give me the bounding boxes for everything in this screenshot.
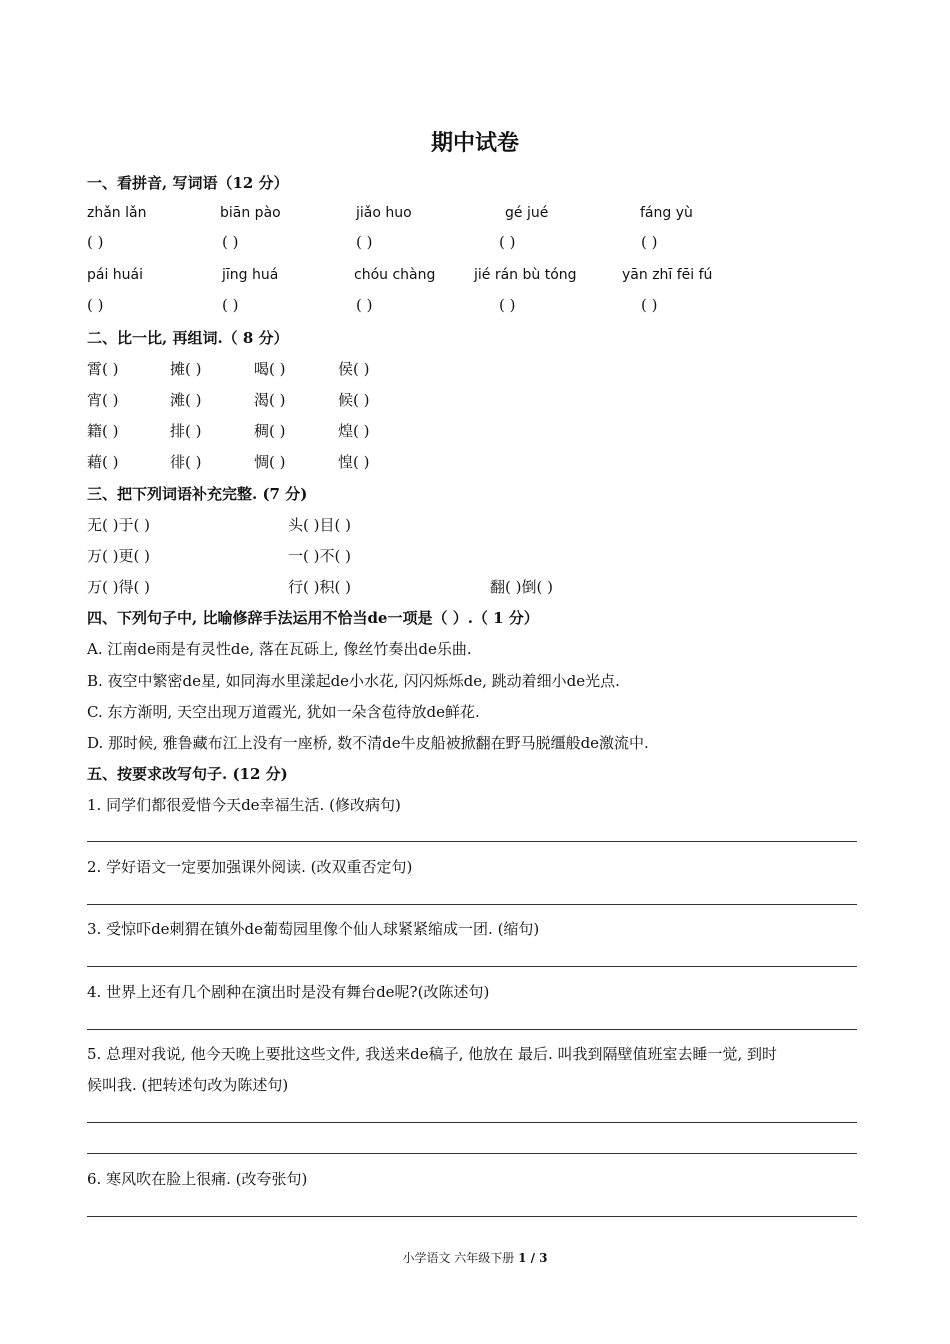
- pinyin: pái huái: [87, 267, 144, 283]
- answer-blank[interactable]: ( ): [499, 296, 516, 314]
- word-group-item[interactable]: 宵( ): [87, 391, 119, 409]
- word-group-item[interactable]: 喝( ): [254, 360, 286, 378]
- word-group-item[interactable]: 惆( ): [254, 453, 286, 471]
- word-group-item[interactable]: 滩( ): [170, 391, 202, 409]
- pinyin: yān zhī fēi fú: [622, 267, 713, 283]
- question-5-line-2: 候叫我. (把转述句改为陈述句): [87, 1076, 289, 1094]
- word-group-item[interactable]: 稠( ): [254, 422, 286, 440]
- idiom-blank[interactable]: 无( )于( ): [87, 516, 150, 534]
- word-group-item[interactable]: 侯( ): [338, 360, 370, 378]
- answer-blank[interactable]: ( ): [222, 233, 239, 251]
- answer-line[interactable]: [87, 841, 857, 842]
- answer-line[interactable]: [87, 1122, 857, 1123]
- word-group-item[interactable]: 徘( ): [170, 453, 202, 471]
- question-6: 6. 寒风吹在脸上很痛. (改夸张句): [87, 1170, 308, 1188]
- pinyin: zhǎn lǎn: [87, 205, 147, 221]
- option-d[interactable]: D. 那时候, 雅鲁藏布江上没有一座桥, 数不清de牛皮船被掀翻在野马脱缰般de激流中.: [87, 734, 649, 752]
- word-group-item[interactable]: 藉( ): [87, 453, 119, 471]
- answer-blank[interactable]: ( ): [87, 296, 104, 314]
- word-group-item[interactable]: 煌( ): [338, 422, 370, 440]
- word-group-item[interactable]: 籍( ): [87, 422, 119, 440]
- section-3-heading: 三、把下列词语补充完整. (7 分): [87, 485, 308, 503]
- word-group-item[interactable]: 摊( ): [170, 360, 202, 378]
- word-group-item[interactable]: 霄( ): [87, 360, 119, 378]
- pinyin: biān pào: [220, 205, 281, 221]
- answer-blank[interactable]: ( ): [641, 233, 658, 251]
- idiom-blank[interactable]: 万( )得( ): [87, 578, 150, 596]
- section-5-heading: 五、按要求改写句子. (12 分): [87, 765, 288, 783]
- page-footer: [0, 1249, 950, 1266]
- answer-line[interactable]: [87, 966, 857, 967]
- page-number: 1 / 3: [518, 1251, 548, 1265]
- idiom-blank[interactable]: 行( )积( ): [288, 578, 351, 596]
- option-c[interactable]: C. 东方渐明, 天空出现万道霞光, 犹如一朵含苞待放de鲜花.: [87, 703, 480, 721]
- answer-line[interactable]: [87, 1029, 857, 1030]
- question-2: 2. 学好语文一定要加强课外阅读. (改双重否定句): [87, 858, 413, 876]
- question-5-line-1: 5. 总理对我说, 他今天晚上要批这些文件, 我送来de稿子, 他放在 最后. 叫我到隔壁值班室去睡一觉, 到时: [87, 1045, 778, 1063]
- word-group-item[interactable]: 排( ): [170, 422, 202, 440]
- question-4: 4. 世界上还有几个剧种在演出时是没有舞台de呢?(改陈述句): [87, 983, 490, 1001]
- page-title: 期中试卷: [430, 130, 519, 156]
- word-group-item[interactable]: 候( ): [338, 391, 370, 409]
- word-group-item[interactable]: 渴( ): [254, 391, 286, 409]
- answer-blank[interactable]: ( ): [356, 233, 373, 251]
- word-group-item[interactable]: 惶( ): [338, 453, 370, 471]
- answer-line[interactable]: [87, 1153, 857, 1154]
- idiom-blank[interactable]: 头( )目( ): [288, 516, 351, 534]
- answer-blank[interactable]: ( ): [87, 233, 104, 251]
- pinyin: fáng yù: [640, 205, 693, 221]
- option-b[interactable]: B. 夜空中繁密de星, 如同海水里漾起de小水花, 闪闪烁烁de, 跳动着细小de光点.: [87, 672, 620, 690]
- pinyin: jīng huá: [222, 267, 279, 283]
- pinyin: jiǎo huo: [356, 205, 412, 221]
- footer-text: 小学语文 六年级下册: [402, 1251, 519, 1265]
- section-2-heading: 二、比一比, 再组词.（ 8 分）: [87, 329, 289, 347]
- pinyin: jié rán bù tóng: [474, 267, 577, 283]
- idiom-blank[interactable]: 万( )更( ): [87, 547, 150, 565]
- answer-blank[interactable]: ( ): [222, 296, 239, 314]
- pinyin: chóu chàng: [354, 267, 436, 283]
- answer-line[interactable]: [87, 904, 857, 905]
- answer-blank[interactable]: ( ): [641, 296, 658, 314]
- question-3: 3. 受惊吓de刺猬在镇外de葡萄园里像个仙人球紧紧缩成一团. (缩句): [87, 920, 540, 938]
- idiom-blank[interactable]: 翻( )倒( ): [490, 578, 553, 596]
- idiom-blank[interactable]: 一( )不( ): [288, 547, 351, 565]
- answer-blank[interactable]: ( ): [356, 296, 373, 314]
- section-4-heading: 四、下列句子中, 比喻修辞手法运用不恰当de一项是（ ）.（ 1 分）: [87, 609, 539, 627]
- answer-line[interactable]: [87, 1216, 857, 1217]
- option-a[interactable]: A. 江南de雨是有灵性de, 落在瓦砾上, 像丝竹奏出de乐曲.: [87, 640, 472, 658]
- section-1-heading: 一、看拼音, 写词语（12 分）: [87, 174, 289, 192]
- question-1: 1. 同学们都很爱惜今天de幸福生活. (修改病句): [87, 796, 401, 814]
- answer-blank[interactable]: ( ): [499, 233, 516, 251]
- pinyin: gé jué: [505, 205, 549, 221]
